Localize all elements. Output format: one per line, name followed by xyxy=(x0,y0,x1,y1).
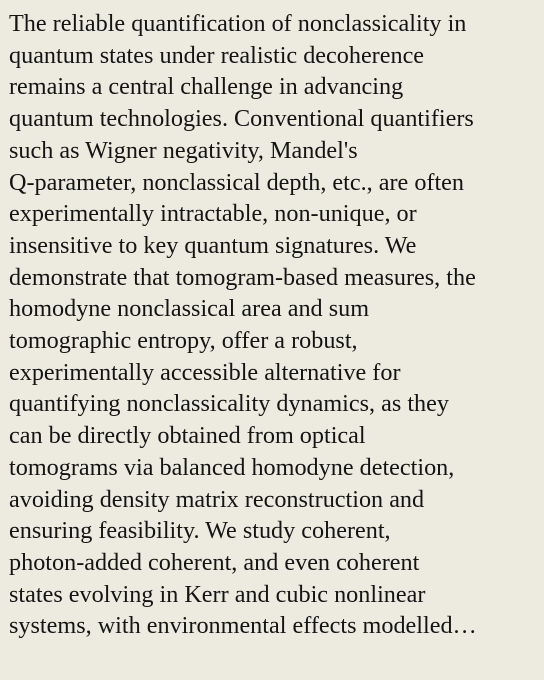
abstract-line: states evolving in Kerr and cubic nonlinear xyxy=(9,580,426,608)
abstract-line: The reliable quantification of nonclassicality in xyxy=(9,10,467,37)
abstract-line: demonstrate that tomogram-based measures, the xyxy=(9,263,476,291)
abstract-line: remains a central challenge in advancing xyxy=(9,73,404,101)
abstract-line: experimentally accessible alternative for xyxy=(9,358,401,386)
abstract-line: quantum technologies. Conventional quantifiers xyxy=(9,105,474,133)
abstract-line: such as Wigner negativity, Mandel's xyxy=(9,136,358,164)
abstract-text xyxy=(9,8,539,642)
abstract-line: quantum states under realistic decoherence xyxy=(9,41,425,69)
abstract-line: tomographic entropy, offer a robust, xyxy=(9,327,358,355)
abstract-line: homodyne nonclassical area and sum xyxy=(9,295,370,323)
abstract-line: tomograms via balanced homodyne detection, xyxy=(9,453,455,481)
abstract-line: photon-added coherent, and even coherent xyxy=(9,548,420,576)
abstract-line: ensuring feasibility. We study coherent, xyxy=(9,517,391,545)
abstract-line: quantifying nonclassicality dynamics, as they xyxy=(9,390,449,418)
abstract-line: experimentally intractable, non-unique, or xyxy=(9,200,417,228)
abstract-line: insensitive to key quantum signatures. We xyxy=(9,231,417,259)
abstract-line: avoiding density matrix reconstruction and xyxy=(9,485,425,513)
abstract-line: systems, with environmental effects modelled… xyxy=(9,612,477,640)
abstract-line: can be directly obtained from optical xyxy=(9,422,366,450)
abstract-line: Q-parameter, nonclassical depth, etc., are often xyxy=(9,168,465,196)
